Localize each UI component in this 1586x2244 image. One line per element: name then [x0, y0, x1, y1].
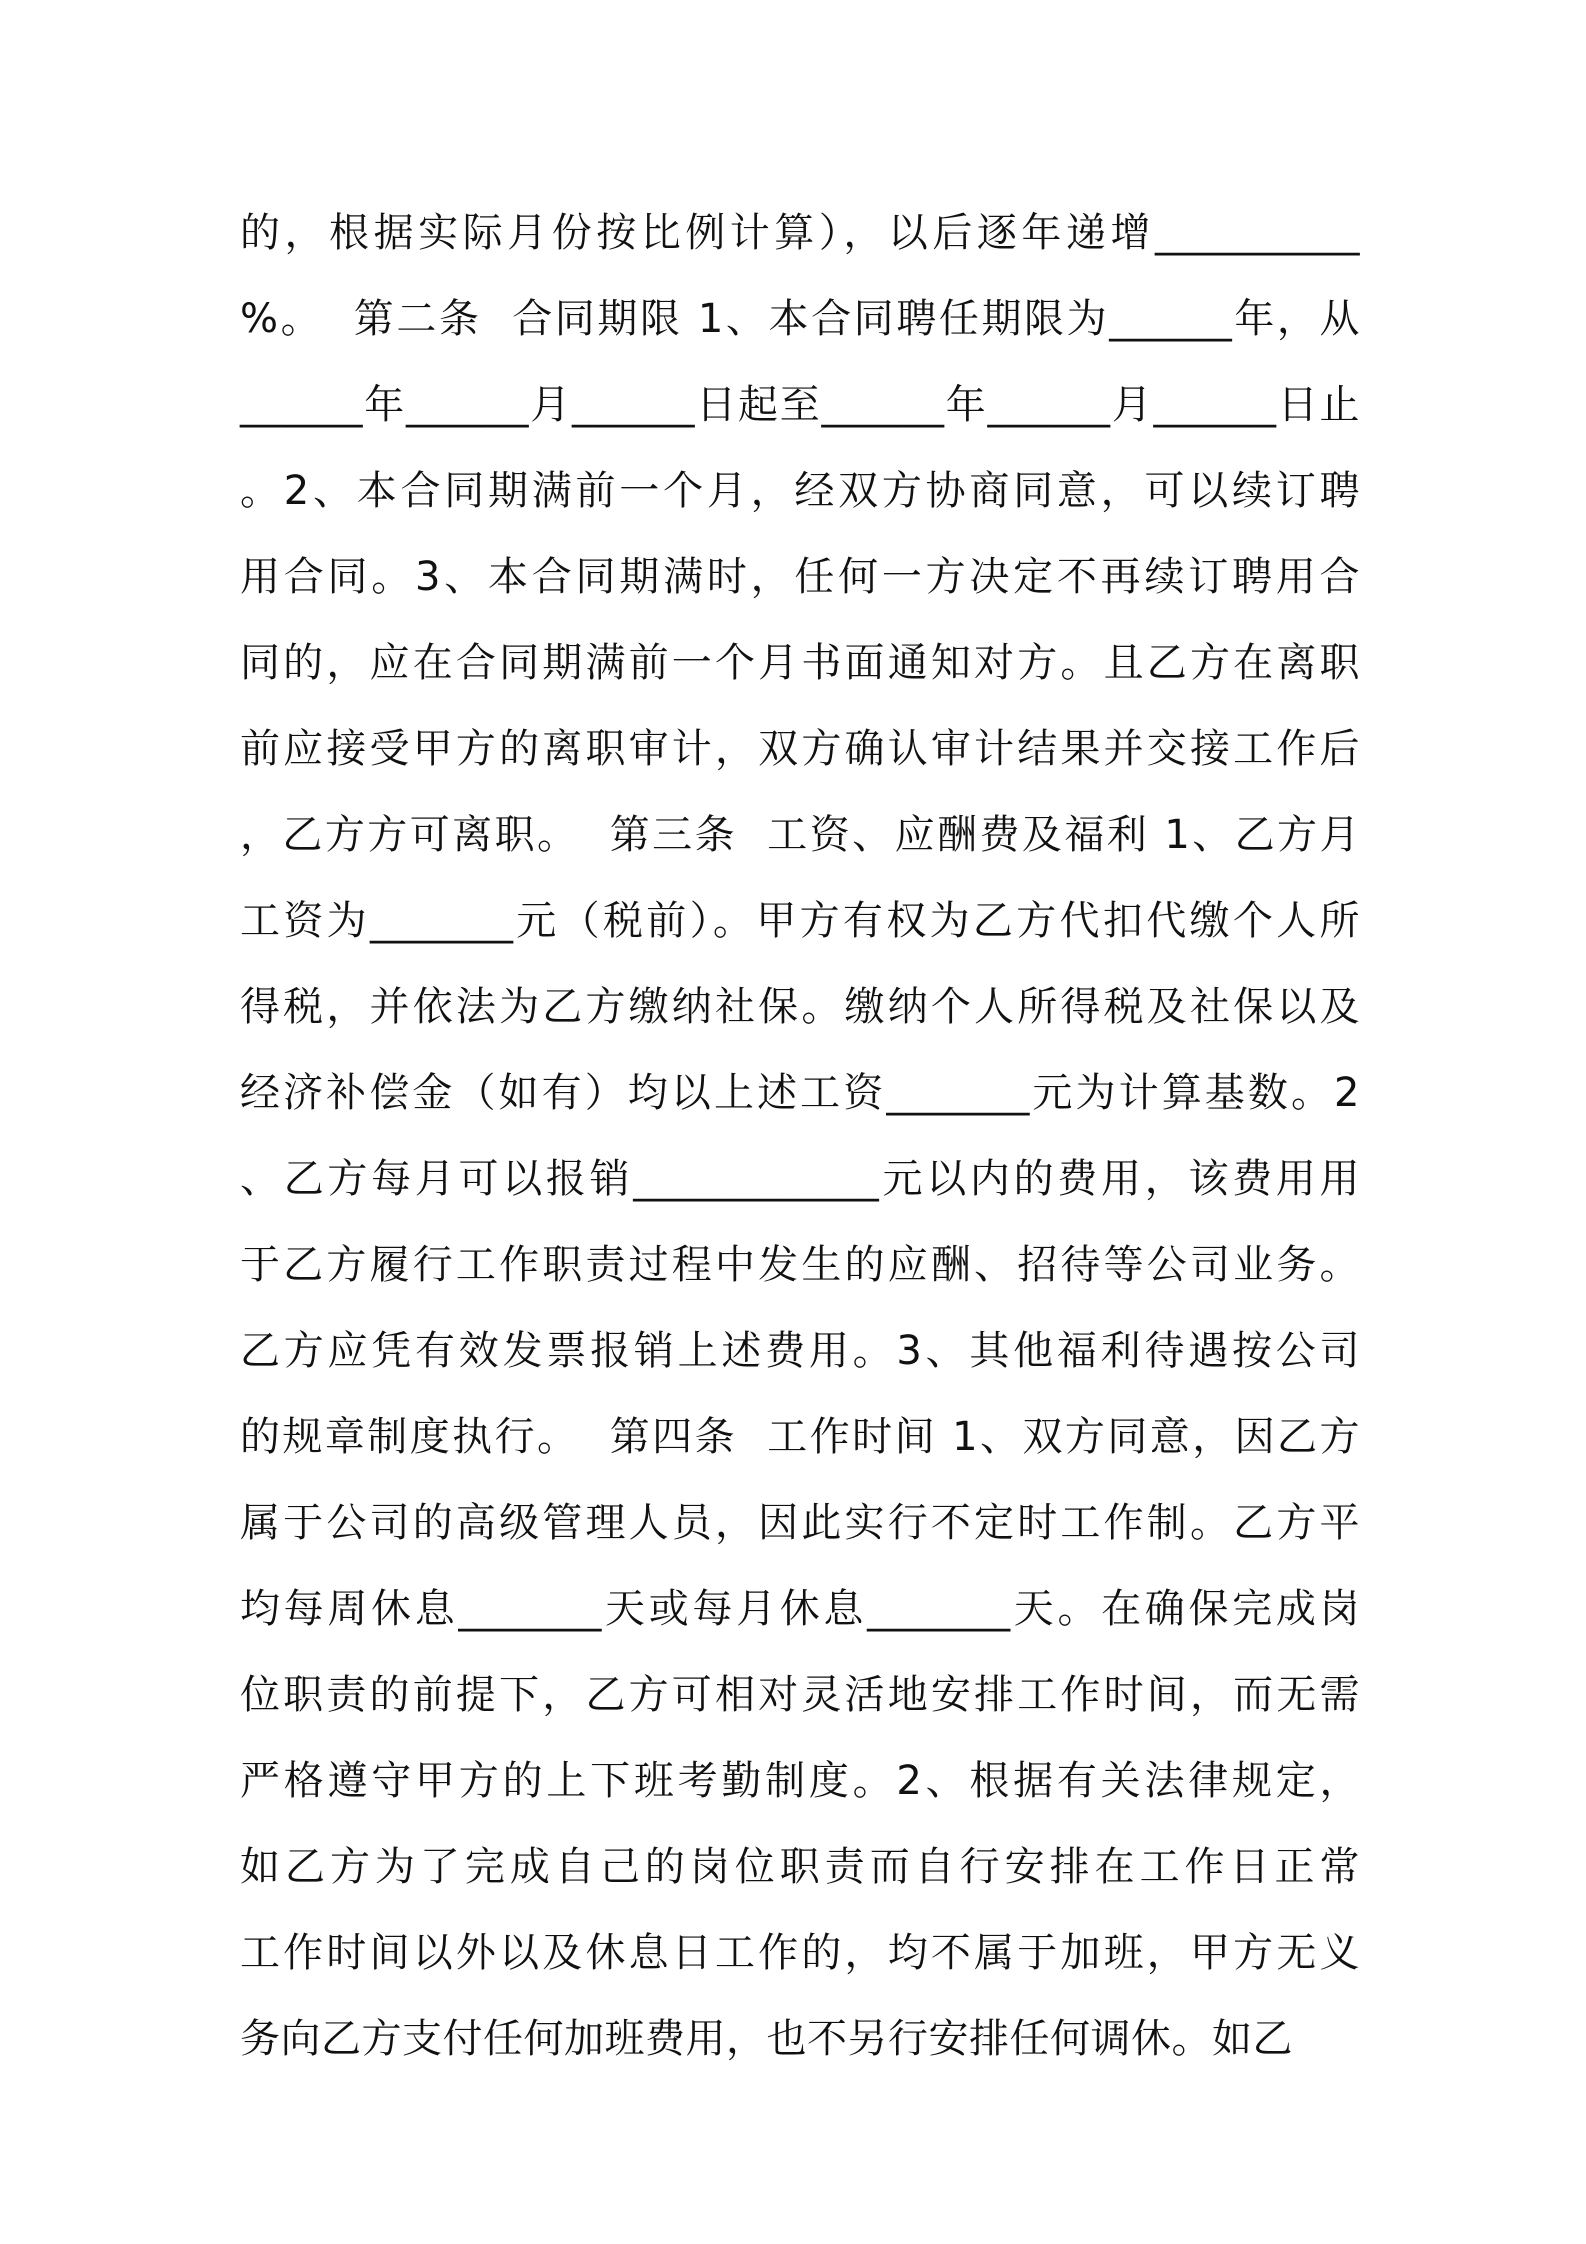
text-line: 得税，并依法为乙方缴纳社保。缴纳个人所得税及社保以及 — [240, 984, 1360, 1030]
text-line: 工作时间以外以及休息日工作的，均不属于加班，甲方无义 — [240, 1930, 1360, 1976]
contract-body-text — [240, 190, 1360, 2082]
text-line: 。2、本合同期满前一个月，经双方协商同意，可以续订聘 — [240, 468, 1360, 514]
text-line: 前应接受甲方的离职审计，双方确认审计结果并交接工作后 — [240, 726, 1360, 772]
text-line: 如乙方为了完成自己的岗位职责而自行安排在工作日正常 — [240, 1844, 1360, 1890]
text-line: 位职责的前提下，乙方可相对灵活地安排工作时间，而无需 — [240, 1672, 1360, 1718]
text-line: 严格遵守甲方的上下班考勤制度。2、根据有关法律规定， — [240, 1758, 1360, 1804]
text-line: 的，根据实际月份按比例计算），以后逐年递增__________ — [240, 210, 1360, 256]
text-line: 同的，应在合同期满前一个月书面通知对方。且乙方在离职 — [240, 640, 1360, 686]
text-line: 均每周休息_______天或每月休息_______天。在确保完成岗 — [240, 1586, 1360, 1632]
text-line: 工资为_______元（税前）。甲方有权为乙方代扣代缴个人所 — [240, 898, 1360, 944]
text-line: 乙方应凭有效发票报销上述费用。3、其他福利待遇按公司 — [240, 1328, 1360, 1374]
text-line: 、乙方每月可以报销____________元以内的费用，该费用用 — [240, 1156, 1360, 1202]
text-line: ，乙方方可离职。 第三条 工资、应酬费及福利 1、乙方月 — [240, 812, 1360, 858]
text-line: %。 第二条 合同期限 1、本合同聘任期限为______年，从 — [240, 296, 1360, 342]
text-line: ______年______月______日起至______年______月______日止 — [240, 382, 1360, 428]
text-line: 属于公司的高级管理人员，因此实行不定时工作制。乙方平 — [240, 1500, 1360, 1546]
text-line: 经济补偿金（如有）均以上述工资_______元为计算基数。2 — [240, 1070, 1360, 1116]
text-line: 于乙方履行工作职责过程中发生的应酬、招待等公司业务。 — [240, 1242, 1360, 1288]
text-line: 的规章制度执行。 第四条 工作时间 1、双方同意，因乙方 — [240, 1414, 1360, 1460]
text-line: 务向乙方支付任何加班费用，也不另行安排任何调休。如乙 — [240, 2016, 1293, 2062]
text-line: 用合同。3、本合同期满时，任何一方决定不再续订聘用合 — [240, 554, 1360, 600]
